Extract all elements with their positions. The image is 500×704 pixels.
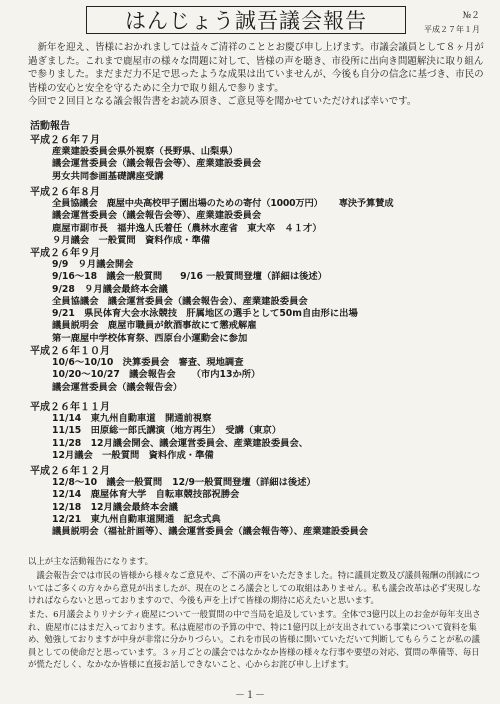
activity-item <box>52 271 358 283</box>
period-label: 平成２６年８月 <box>30 187 100 198</box>
summary-line: 以上が主な活動報告になります。 <box>28 556 153 566</box>
period-label: 平成２６年１２月 <box>30 466 110 477</box>
activity-item: 11/28 12月議会開会、議会運営委員会、産業建設委員会、 <box>52 437 309 449</box>
activity-item: 12月議会 一般質問 資料作成・準備 <box>52 449 214 461</box>
activity-text: 9/16～18 議会一般質問 <box>52 271 163 283</box>
period-july <box>30 131 261 183</box>
page-number: －１－ <box>235 690 265 701</box>
intro-text <box>28 41 484 109</box>
activity-text: 10/20～10/27 議会報告会 <box>52 369 176 381</box>
activity-item: 全員協議会 議会運営委員会（議会報告会）、産業建設委員会 <box>52 295 308 307</box>
activity-item: 第一鹿屋中学校体育祭、西原台小運動会に参加 <box>52 332 248 344</box>
activity-text: 12/8～10 議会一般質問 <box>52 477 163 488</box>
activity-item: 9/21 県民体育大会水泳競技 肝属地区の選手として50m自由形に出場 <box>52 308 358 320</box>
activity-note: 専決予算賛成 <box>338 198 394 209</box>
activity-item: 9/28 ９月議会最終本会議 <box>52 283 168 295</box>
activity-text: 全員協議会 鹿屋中央高校甲子園出場のための寄付（1000万円） <box>52 198 323 209</box>
activity-heading: 活動報告 <box>30 121 70 132</box>
activity-item: 産業建設委員会県外視察（長野県、山梨県） <box>52 146 238 157</box>
activity-item: 議会運営委員会（議会報告会等）、産業建設委員会 <box>52 210 262 222</box>
period-label: 平成２６年１１月 <box>30 402 110 413</box>
period-label: 平成２６年７月 <box>30 135 100 146</box>
activity-item: ９月議会 一般質問 資料作成・準備 <box>52 234 211 246</box>
activity-item: 9/9 ９月議会開会 <box>52 259 134 270</box>
footer-paragraph: 議会報告会では市民の皆様から様々なご意見や、ご不満の声をいただきました。特に議員定数及び議員報酬の削減についてはご多くの方々から意見が出ましたが、現在のところ議会としての取組はありません。私も議会改革は必ず実現しなければならないと思っておりますので、今後も声を上げて皆様の期待に応えたいと思います。 <box>28 570 481 606</box>
intro-paragraph: 新年を迎え、皆様におかれましては益々ご清祥のこととお慶び申し上げます。市議会議員として８ヶ月が過ぎました。これまで鹿屋市の様々な問題に対して、皆様の声を聴き、市役所に出向き問題解決に取り組んで参りました。まだまだ力不足で思ったような成果は出ていませんが、今後も自分の信念に基づき、市民の皆様の安心と安全を守るために全力で取り組んで参ります。 <box>28 42 484 94</box>
activity-item <box>52 198 393 210</box>
activity-item: 男女共同参画基礎講座受講 <box>52 170 164 182</box>
period-november <box>30 398 308 462</box>
intro-paragraph-2: 今回で２回目となる議会報告書をお読み頂き、ご意見等を聞かせていただければ幸いです。 <box>28 96 417 108</box>
activity-item: 12/21 東九州自動車道開通 記念式典 <box>52 513 221 525</box>
period-august <box>30 183 393 247</box>
activity-highlight: 12/9一般質問登壇（詳細は後述） <box>172 477 316 488</box>
activity-item: 12/18 12月議会最終本会議 <box>52 501 178 513</box>
activity-item: 議員説明会 鹿屋市職員が飲酒事故にて懲戒解雇 <box>52 320 257 332</box>
period-label: 平成２６年１０月 <box>30 346 110 357</box>
activity-highlight: 9/16 一般質問登壇（詳細は後述） <box>180 271 328 283</box>
activity-item: 議会運営委員会（議会報告会） <box>52 381 183 393</box>
period-december <box>30 462 368 538</box>
period-september <box>30 244 358 345</box>
activity-note: （市内13か所） <box>191 369 261 381</box>
issue-date: 平成２７年１月 <box>424 25 480 34</box>
activity-item: 12/14 鹿屋体育大学 自転車競技部祝勝会 <box>52 489 240 501</box>
activity-item <box>52 369 260 381</box>
period-october <box>30 342 260 394</box>
issue-number: №２ <box>462 11 480 21</box>
activity-item: 11/14 東九州自動車道 開通前視察 <box>52 413 212 424</box>
period-label: 平成２６年９月 <box>30 248 100 259</box>
footer-paragraph-2: また、6月議会よりリナシティ鹿屋について一般質問の中で当局を追及しています。全体で3億円以上のお金が毎年支出され、鹿屋市にはまだ入っております。私は鹿屋市の予算の中で、特に1億円以上が支出されている事業について資料を集め、勉強しておりますが中身が非常に分かりづらい。これを市民の皆様に開いていただいて判断してもらうことが私の議員としての使命だと思っています。３ヶ月ごとの議会ではなかなか皆様の様々な行事や要望の対応、質問の準備等、毎日が慌ただしく、なかなか皆様に直接お話しできないこと、心からお詫び申し上げます。 <box>28 609 481 670</box>
activity-item: 11/15 田原総一郎氏講演（地方再生） 受講（東京） <box>52 425 282 437</box>
activity-item: 鹿屋市副市長 福井逸人氏着任（農林水産省 東大卒 ４１才） <box>52 222 322 234</box>
activity-item <box>52 477 368 489</box>
activity-item: 議会運営委員会（議会報告会等）、産業建設委員会 <box>52 158 262 170</box>
activity-item: 10/6～10/10 決算委員会 審査、現地調査 <box>52 357 244 368</box>
newsletter-title: はんじょう誠吾議会報告 <box>86 6 406 34</box>
activity-item: 議員説明会（福祉計画等）、議会運営委員会（議会報告等）、産業建設委員会 <box>52 526 369 538</box>
